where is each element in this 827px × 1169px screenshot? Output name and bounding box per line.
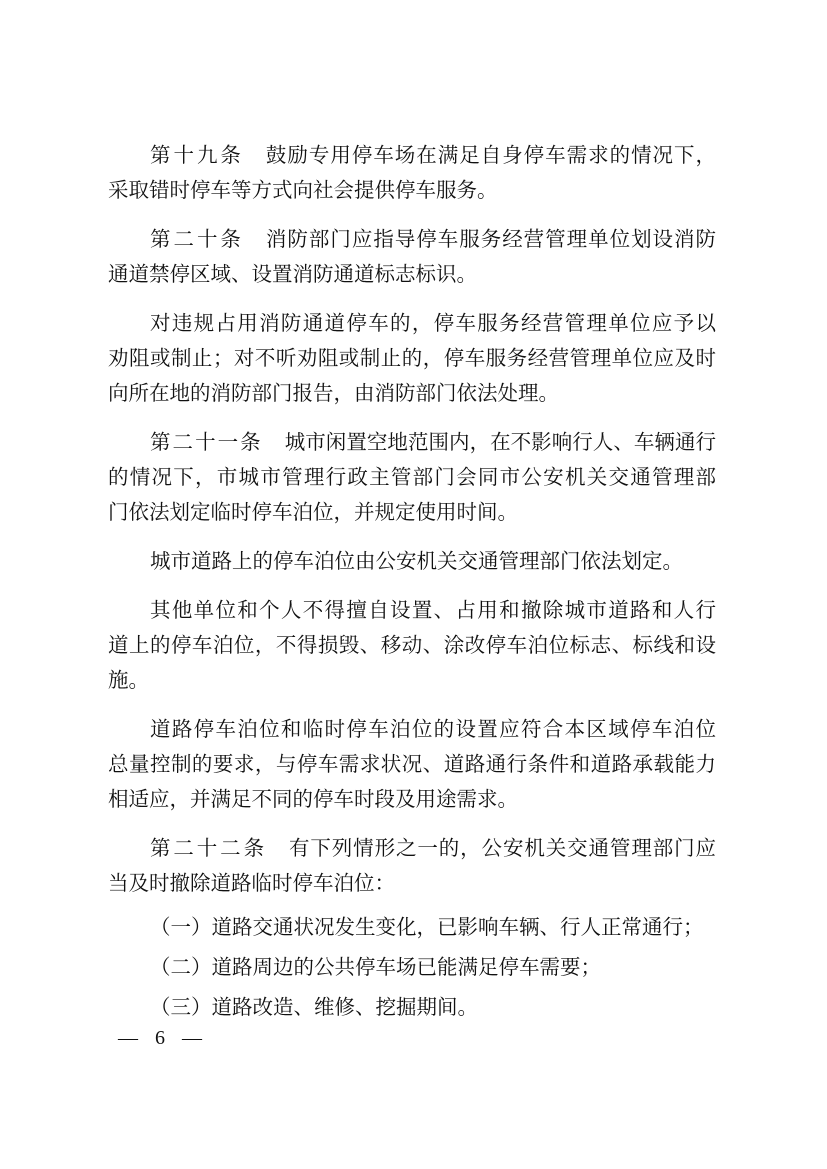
article-20-para-2-line-1: 对违规占用消防通道停车的，停车服务经营管理单位应予以 <box>150 311 716 335</box>
article-19-heading: 第十九条 <box>150 143 244 167</box>
article-21-heading: 第二十一条 <box>150 430 263 454</box>
article-21-line-2: 的情况下，市城市管理行政主管部门会同市公安机关交通管理部 <box>108 465 716 489</box>
article-22-item-1: （一）道路交通状况发生变化，已影响车辆、行人正常通行； <box>150 915 704 939</box>
article-20-para-2-line-3: 向所在地的消防部门报告，由消防部门依法处理。 <box>108 381 559 405</box>
article-21-para-2-line-1: 城市道路上的停车泊位由公安机关交通管理部门依法划定。 <box>150 549 683 573</box>
article-22-text-1: 有下列情形之一的，公安机关交通管理部门应 <box>288 836 717 860</box>
article-21-para-4-line-3: 相适应，并满足不同的停车时段及用途需求。 <box>108 787 518 811</box>
article-20-line-2: 通道禁停区域、设置消防通道标志标识。 <box>108 262 477 286</box>
article-19-text-1: 鼓励专用停车场在满足自身停车需求的情况下， <box>265 143 717 167</box>
article-19-line-2: 采取错时停车等方式向社会提供停车服务。 <box>108 178 498 202</box>
article-21-line-1 <box>150 428 716 456</box>
article-22-heading: 第二十二条 <box>150 836 267 860</box>
article-21-para-4-line-1: 道路停车泊位和临时停车泊位的设置应符合本区域停车泊位 <box>150 717 716 741</box>
article-21-line-3: 门依法划定临时停车泊位，并规定使用时间。 <box>108 500 518 524</box>
article-21-para-3-line-2: 道上的停车泊位，不得损毁、移动、涂改停车泊位标志、标线和设 <box>108 633 716 657</box>
article-19-line-1 <box>150 141 716 169</box>
article-20-para-2-line-2: 劝阻或制止；对不听劝阻或制止的，停车服务经营管理单位应及时 <box>108 346 716 370</box>
article-21-para-4-line-2: 总量控制的要求，与停车需求状况、道路通行条件和道路承载能力 <box>108 752 716 776</box>
article-21-para-3-line-3: 施。 <box>108 668 149 692</box>
article-22-line-2: 当及时撤除道路临时停车泊位： <box>108 871 395 895</box>
page-number: — 6 — <box>118 1027 208 1049</box>
article-21-text-1: 城市闲置空地范围内，在不影响行人、车辆通行 <box>284 430 717 454</box>
article-20-line-1 <box>150 225 716 253</box>
article-22-item-3: （三）道路改造、维修、挖掘期间。 <box>150 995 478 1019</box>
article-22-line-1 <box>150 834 716 862</box>
article-21-para-3-line-1: 其他单位和个人不得擅自设置、占用和撤除城市道路和人行 <box>150 598 716 622</box>
article-20-text-1: 消防部门应指导停车服务经营管理单位划设消防 <box>265 227 717 251</box>
article-22-item-2: （二）道路周边的公共停车场已能满足停车需要； <box>150 955 601 979</box>
article-20-heading: 第二十条 <box>150 227 244 251</box>
